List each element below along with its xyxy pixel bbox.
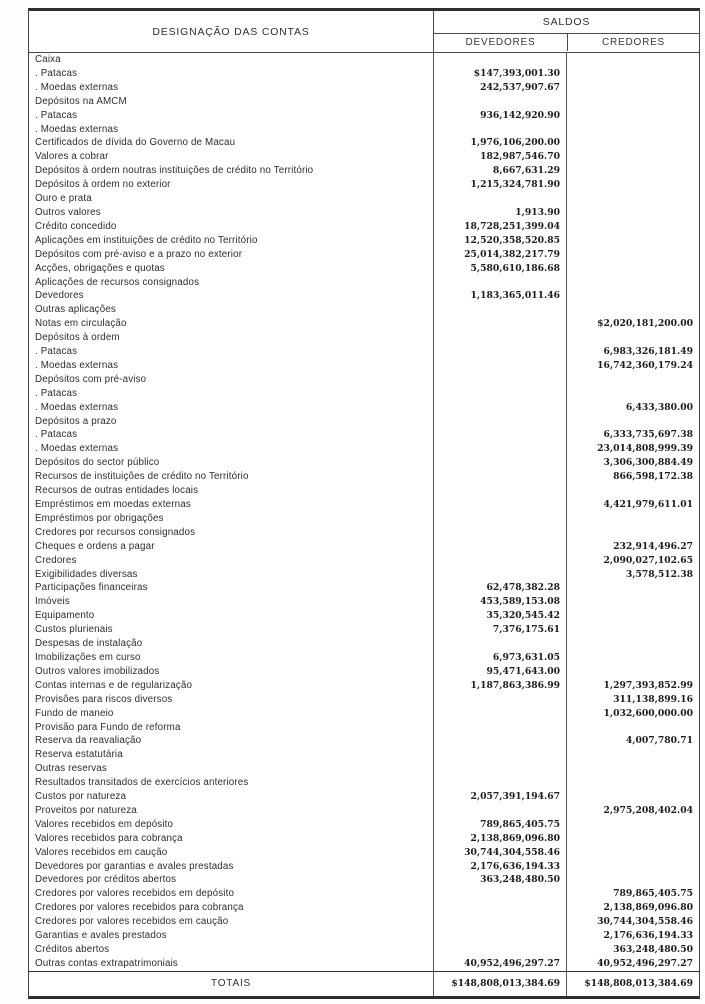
devedores-cell: 12,520,358,520.85 — [433, 234, 566, 248]
table-row — [29, 526, 699, 540]
table-row — [29, 401, 699, 415]
devedores-cell — [433, 568, 566, 582]
devedores-cell: 8,667,631.29 — [433, 164, 566, 178]
devedores-cell — [433, 512, 566, 526]
account-name-cell: Exigibilidades diversas — [35, 568, 138, 580]
account-name-cell: Notas em circulação — [35, 318, 127, 330]
credores-cell — [566, 609, 699, 623]
totals-devedores-cell: $148,808,013,384.69 — [433, 972, 566, 996]
account-name-cell: Imobilizações em curso — [35, 651, 141, 663]
devedores-cell — [433, 345, 566, 359]
table-row — [29, 317, 699, 331]
credores-cell — [566, 276, 699, 290]
account-name-cell: . Moedas externas — [35, 359, 119, 371]
table-row — [29, 276, 699, 290]
table-row — [29, 178, 699, 192]
devedores-cell: 1,215,324,781.90 — [433, 178, 566, 192]
credores-cell — [566, 581, 699, 595]
table-row — [29, 957, 699, 971]
devedores-cell — [433, 943, 566, 957]
credores-cell: $2,020,181,200.00 — [566, 317, 699, 331]
account-name-cell: Cheques e ordens a pagar — [35, 540, 155, 552]
credores-cell — [566, 206, 699, 220]
account-name-cell: Outras contas extrapatrimoniais — [35, 957, 178, 969]
account-name-cell: Valores recebidos em depósito — [35, 818, 174, 830]
account-name-cell: Outras reservas — [35, 763, 107, 775]
devedores-cell: 7,376,175.61 — [433, 623, 566, 637]
devedores-cell — [433, 484, 566, 498]
devedores-cell: $147,393,001.30 — [433, 67, 566, 81]
account-name-cell: Outros valores imobilizados — [35, 665, 160, 677]
credores-cell: 23,014,808,999.39 — [566, 442, 699, 456]
account-name-cell: Aplicações em instituições de crédito no Território — [35, 234, 258, 246]
devedores-cell — [433, 359, 566, 373]
credores-cell — [566, 665, 699, 679]
credores-cell — [566, 53, 699, 67]
account-name-cell: Fundo de maneio — [35, 707, 114, 719]
table-row — [29, 67, 699, 81]
table-row — [29, 901, 699, 915]
account-name-cell: Custos plurienais — [35, 624, 113, 636]
table-row — [29, 53, 699, 67]
table-row — [29, 206, 699, 220]
account-name-cell: Credores por recursos consignados — [35, 526, 196, 538]
table-row — [29, 442, 699, 456]
table-row — [29, 568, 699, 582]
table-row — [29, 164, 699, 178]
account-name-cell: Despesas de instalação — [35, 638, 143, 650]
devedores-cell — [433, 95, 566, 109]
devedores-cell: 242,537,907.67 — [433, 81, 566, 95]
table-row — [29, 581, 699, 595]
table-row — [29, 818, 699, 832]
devedores-cell — [433, 123, 566, 137]
account-name-cell: Outras aplicações — [35, 304, 116, 316]
credores-cell: 3,306,300,884.49 — [566, 456, 699, 470]
table-row — [29, 359, 699, 373]
credores-cell: 4,007,780.71 — [566, 734, 699, 748]
devedores-cell — [433, 331, 566, 345]
credores-cell — [566, 303, 699, 317]
credores-cell — [566, 109, 699, 123]
devedores-cell: 789,865,405.75 — [433, 818, 566, 832]
table-row — [29, 943, 699, 957]
account-name-cell: Depósitos à ordem — [35, 332, 120, 344]
credores-cell — [566, 721, 699, 735]
table-row — [29, 693, 699, 707]
account-name-cell: Reserva estatutária — [35, 749, 123, 761]
table-row — [29, 512, 699, 526]
devedores-cell: 1,913.90 — [433, 206, 566, 220]
account-name-cell: Depósitos à ordem no exterior — [35, 179, 171, 191]
credores-cell — [566, 164, 699, 178]
credores-cell — [566, 637, 699, 651]
account-name-cell: Devedores — [35, 290, 84, 302]
devedores-cell — [433, 707, 566, 721]
credores-cell: 1,032,600,000.00 — [566, 707, 699, 721]
table-row — [29, 707, 699, 721]
devedores-cell — [433, 901, 566, 915]
devedores-cell — [433, 734, 566, 748]
credores-cell — [566, 95, 699, 109]
table-row — [29, 873, 699, 887]
table-row — [29, 498, 699, 512]
devedores-cell — [433, 428, 566, 442]
account-name-cell: . Patacas — [35, 429, 78, 441]
account-name-cell: Imóveis — [35, 596, 70, 608]
devedores-cell: 2,057,391,194.67 — [433, 790, 566, 804]
credores-cell — [566, 846, 699, 860]
account-name-cell: Provisões para riscos diversos — [35, 693, 173, 705]
credores-cell — [566, 623, 699, 637]
credores-cell — [566, 136, 699, 150]
table-row — [29, 637, 699, 651]
devedores-cell — [433, 554, 566, 568]
totals-credores-cell: $148,808,013,384.69 — [566, 972, 699, 996]
devedores-cell — [433, 721, 566, 735]
saldos-header-cell: SALDOS — [434, 11, 699, 34]
credores-cell: 30,744,304,558.46 — [566, 915, 699, 929]
table-row — [29, 470, 699, 484]
table-row — [29, 846, 699, 860]
table-row — [29, 748, 699, 762]
account-name-cell: Proveitos por natureza — [35, 804, 137, 816]
credores-cell — [566, 192, 699, 206]
account-name-cell: Valores a cobrar — [35, 151, 109, 163]
table-row — [29, 262, 699, 276]
account-name-cell: Depósitos na AMCM — [35, 95, 127, 107]
account-name-cell: Devedores por créditos abertos — [35, 874, 177, 886]
saldos-subheader-row — [434, 34, 699, 51]
devedores-cell: 30,744,304,558.46 — [433, 846, 566, 860]
account-name-cell: Provisão para Fundo de reforma — [35, 721, 181, 733]
devedores-cell — [433, 276, 566, 290]
credores-cell: 6,983,326,181.49 — [566, 345, 699, 359]
account-name-cell: . Patacas — [35, 109, 78, 121]
devedores-cell — [433, 804, 566, 818]
account-name-cell: . Patacas — [35, 387, 78, 399]
table-row — [29, 929, 699, 943]
devedores-cell — [433, 303, 566, 317]
table-row — [29, 762, 699, 776]
account-name-cell: Credores por valores recebidos para cobrança — [35, 902, 244, 914]
devedores-cell — [433, 540, 566, 554]
credores-cell: 2,090,027,102.65 — [566, 554, 699, 568]
saldos-header-group — [433, 11, 699, 52]
credores-cell: 866,598,172.38 — [566, 470, 699, 484]
table-row — [29, 95, 699, 109]
table-row — [29, 345, 699, 359]
credores-cell: 1,297,393,852.99 — [566, 679, 699, 693]
devedores-cell — [433, 776, 566, 790]
table-row — [29, 679, 699, 693]
credores-cell — [566, 67, 699, 81]
credores-cell: 4,421,979,611.01 — [566, 498, 699, 512]
account-name-cell: Credores por valores recebidos em depósito — [35, 888, 235, 900]
account-name-cell: Valores recebidos para cobrança — [35, 832, 183, 844]
account-name-cell: Ouro e prata — [35, 193, 92, 205]
account-name-cell: . Patacas — [35, 67, 78, 79]
table-row — [29, 734, 699, 748]
credores-cell: 16,742,360,179.24 — [566, 359, 699, 373]
devedores-cell — [433, 526, 566, 540]
account-name-cell: . Moedas externas — [35, 401, 119, 413]
table-row — [29, 248, 699, 262]
credores-cell — [566, 234, 699, 248]
account-name-cell: Depósitos a prazo — [35, 415, 117, 427]
devedores-cell: 2,138,869,096.80 — [433, 832, 566, 846]
account-name-cell: Equipamento — [35, 610, 95, 622]
table-row — [29, 915, 699, 929]
devedores-header-cell: DEVEDORES — [465, 37, 536, 48]
credores-cell — [566, 123, 699, 137]
table-row — [29, 609, 699, 623]
credores-cell — [566, 178, 699, 192]
devedores-cell: 2,176,636,194.33 — [433, 860, 566, 874]
table-row — [29, 428, 699, 442]
table-row — [29, 595, 699, 609]
devedores-cell: 35,320,545.42 — [433, 609, 566, 623]
credores-cell: 2,176,636,194.33 — [566, 929, 699, 943]
account-name-cell: Depósitos com pré-aviso e a prazo no exterior — [35, 248, 243, 260]
devedores-cell — [433, 498, 566, 512]
credores-cell: 3,578,512.38 — [566, 568, 699, 582]
table-row — [29, 456, 699, 470]
table-row — [29, 484, 699, 498]
account-name-cell: Garantias e avales prestados — [35, 930, 167, 942]
credores-cell — [566, 387, 699, 401]
devedores-cell — [433, 929, 566, 943]
account-name-cell: Contas internas e de regularização — [35, 679, 193, 691]
account-name-cell: Certificados de dívida do Governo de Macau — [35, 137, 236, 149]
table-row — [29, 623, 699, 637]
table-row — [29, 150, 699, 164]
totals-label-cell: TOTAIS — [211, 977, 251, 989]
credores-cell — [566, 748, 699, 762]
account-name-cell: Empréstimos por obrigações — [35, 512, 164, 524]
devedores-cell: 18,728,251,399.04 — [433, 220, 566, 234]
credores-cell — [566, 762, 699, 776]
table-row — [29, 776, 699, 790]
credores-cell — [566, 484, 699, 498]
table-row — [29, 665, 699, 679]
account-name-cell: Depósitos com pré-aviso — [35, 373, 147, 385]
credores-cell: 789,865,405.75 — [566, 887, 699, 901]
table-row — [29, 234, 699, 248]
devedores-cell — [433, 401, 566, 415]
credores-cell — [566, 81, 699, 95]
credores-cell: 6,433,380.00 — [566, 401, 699, 415]
account-name-cell: Depósitos à ordem noutras instituições de crédito no Território — [35, 165, 314, 177]
devedores-cell: 25,014,382,217.79 — [433, 248, 566, 262]
balance-sheet-table — [28, 8, 700, 999]
account-name-cell: . Patacas — [35, 346, 78, 358]
credores-cell: 2,138,869,096.80 — [566, 901, 699, 915]
devedores-cell: 363,248,480.50 — [433, 873, 566, 887]
table-row — [29, 721, 699, 735]
devedores-cell — [433, 456, 566, 470]
table-body — [29, 53, 699, 971]
devedores-cell: 936,142,920.90 — [433, 109, 566, 123]
credores-cell: 363,248,480.50 — [566, 943, 699, 957]
devedores-cell — [433, 887, 566, 901]
totals-row — [29, 971, 699, 996]
account-name-cell: Participações financeiras — [35, 582, 148, 594]
account-name-cell: Caixa — [35, 54, 61, 65]
table-row — [29, 790, 699, 804]
devedores-cell — [433, 415, 566, 429]
account-name-cell: Devedores por garantias e avales prestadas — [35, 860, 234, 872]
table-row — [29, 540, 699, 554]
credores-cell — [566, 776, 699, 790]
devedores-cell — [433, 915, 566, 929]
account-name-cell: Créditos abertos — [35, 944, 110, 955]
account-name-cell: Acções, obrigações e quotas — [35, 262, 165, 274]
table-row — [29, 123, 699, 137]
table-row — [29, 860, 699, 874]
credores-cell — [566, 526, 699, 540]
table-row — [29, 387, 699, 401]
table-row — [29, 804, 699, 818]
account-name-cell: Valores recebidos em caução — [35, 846, 168, 858]
devedores-cell — [433, 637, 566, 651]
credores-cell: 40,952,496,297.27 — [566, 957, 699, 971]
table-row — [29, 81, 699, 95]
devedores-cell — [433, 762, 566, 776]
credores-cell: 311,138,899.16 — [566, 693, 699, 707]
account-name-cell: . Moedas externas — [35, 123, 119, 135]
table-row — [29, 331, 699, 345]
devedores-cell: 1,976,106,200.00 — [433, 136, 566, 150]
account-name-cell: Resultados transitados de exercícios anteriores — [35, 777, 249, 789]
devedores-cell — [433, 53, 566, 67]
table-row — [29, 554, 699, 568]
account-name-cell: Reserva da reavaliação — [35, 735, 142, 747]
devedores-cell: 40,952,496,297.27 — [433, 957, 566, 971]
account-name-cell: Crédito concedido — [35, 220, 117, 232]
devedores-cell — [433, 470, 566, 484]
credores-cell — [566, 873, 699, 887]
credores-cell — [566, 248, 699, 262]
credores-cell — [566, 512, 699, 526]
devedores-cell: 62,478,382.28 — [433, 581, 566, 595]
devedores-cell — [433, 317, 566, 331]
credores-cell — [566, 262, 699, 276]
devedores-cell: 95,471,643.00 — [433, 665, 566, 679]
table-row — [29, 373, 699, 387]
table-row — [29, 887, 699, 901]
devedores-cell — [433, 748, 566, 762]
credores-cell — [566, 331, 699, 345]
designacao-header-cell: DESIGNAÇÃO DAS CONTAS — [152, 25, 310, 38]
credores-cell — [566, 289, 699, 303]
account-name-cell: Aplicações de recursos consignados — [35, 276, 200, 288]
devedores-cell — [433, 373, 566, 387]
table-row — [29, 220, 699, 234]
devedores-cell: 1,187,863,386.99 — [433, 679, 566, 693]
credores-cell: 6,333,735,697.38 — [566, 428, 699, 442]
credores-cell — [566, 373, 699, 387]
table-row — [29, 832, 699, 846]
table-row — [29, 136, 699, 150]
devedores-cell — [433, 387, 566, 401]
credores-cell — [566, 860, 699, 874]
account-name-cell: Empréstimos em moedas externas — [35, 499, 191, 510]
table-row — [29, 289, 699, 303]
table-row — [29, 192, 699, 206]
devedores-cell — [433, 693, 566, 707]
account-name-cell: Credores — [35, 554, 77, 566]
credores-cell — [566, 651, 699, 665]
credores-cell — [566, 220, 699, 234]
credores-header-cell: CREDORES — [567, 34, 699, 51]
devedores-cell — [433, 442, 566, 456]
table-row — [29, 415, 699, 429]
credores-cell — [566, 595, 699, 609]
credores-cell — [566, 832, 699, 846]
table-row — [29, 651, 699, 665]
devedores-cell: 453,589,153.08 — [433, 595, 566, 609]
account-name-cell: Recursos de instituições de crédito no Território — [35, 471, 249, 483]
devedores-cell — [433, 192, 566, 206]
table-header — [29, 11, 699, 53]
account-name-cell: Outros valores — [35, 206, 101, 218]
devedores-cell: 1,183,365,011.46 — [433, 289, 566, 303]
credores-cell — [566, 790, 699, 804]
credores-cell — [566, 818, 699, 832]
account-name-cell: Recursos de outras entidades locais — [35, 485, 199, 497]
account-name-cell: Depósitos do sector público — [35, 457, 160, 469]
devedores-cell: 6,973,631.05 — [433, 651, 566, 665]
account-name-cell: . Moedas externas — [35, 81, 119, 93]
account-name-cell: . Moedas externas — [35, 443, 119, 455]
devedores-cell: 5,580,610,186.68 — [433, 262, 566, 276]
credores-cell: 2,975,208,402.04 — [566, 804, 699, 818]
credores-cell — [566, 415, 699, 429]
account-name-cell: Custos por natureza — [35, 791, 127, 803]
table-row — [29, 303, 699, 317]
table-row — [29, 109, 699, 123]
credores-cell — [566, 150, 699, 164]
account-name-cell: Credores por valores recebidos em caução — [35, 916, 229, 928]
devedores-cell: 182,987,546.70 — [433, 150, 566, 164]
credores-cell: 232,914,496.27 — [566, 540, 699, 554]
